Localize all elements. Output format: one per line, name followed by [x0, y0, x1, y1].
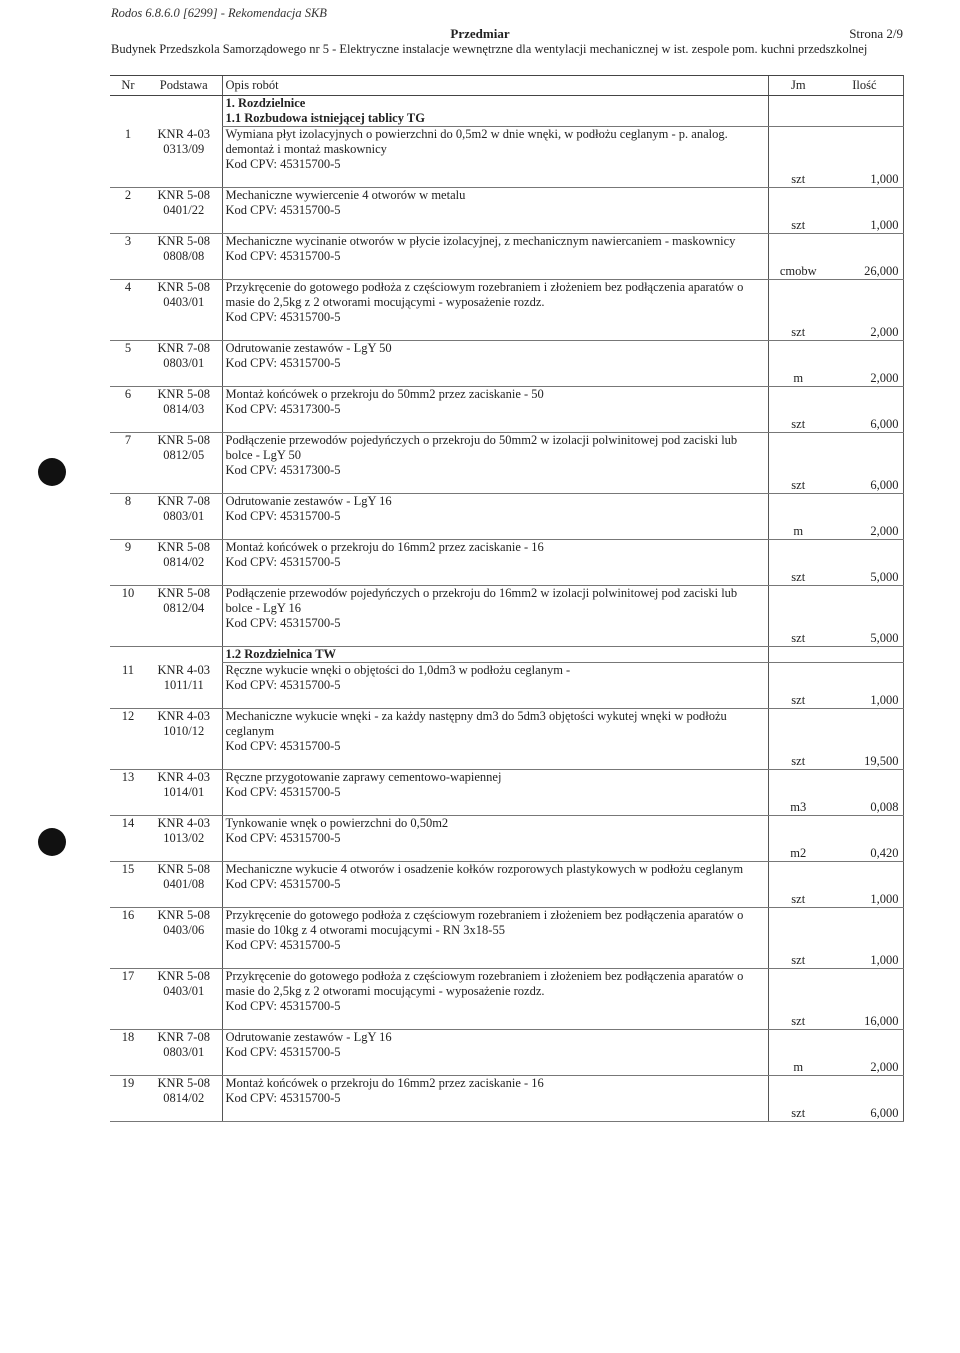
item-quantity: 2,000 — [828, 1030, 903, 1076]
item-basis — [146, 586, 222, 647]
table-row — [110, 127, 903, 188]
basis-catalog: KNR 4-03 — [157, 770, 210, 784]
basis-catalog: KNR 5-08 — [157, 862, 210, 876]
description-line: Kod CPV: 45315700-5 — [225, 877, 341, 891]
basis-catalog: KNR 5-08 — [157, 1076, 210, 1090]
item-description — [222, 1076, 768, 1122]
basis-catalog: KNR 5-08 — [157, 234, 210, 248]
description-spacer — [226, 417, 765, 432]
item-basis — [146, 1076, 222, 1122]
description-spacer — [226, 631, 765, 646]
description-line: Kod CPV: 45317300-5 — [225, 402, 341, 416]
column-base: Podstawa — [146, 76, 222, 96]
page-number: Strona 2/9 — [849, 26, 903, 41]
description-line: Tynkowanie wnęk o powierzchni do 0,50m2 — [225, 816, 449, 830]
description-line: Mechaniczne wycinanie otworów w płycie izolacyjnej, z mechanicznym nawiercaniem - maskownicy — [225, 234, 736, 248]
table-row — [110, 709, 903, 770]
description-line: Kod CPV: 45315700-5 — [225, 831, 341, 845]
item-basis — [146, 433, 222, 494]
item-unit: m3 — [768, 770, 828, 816]
item-number: 10 — [110, 586, 146, 647]
item-description — [222, 770, 768, 816]
table-row — [110, 770, 903, 816]
basis-table: 0803/01 — [163, 1045, 205, 1059]
description-line: Kod CPV: 45315700-5 — [225, 938, 341, 952]
description-line: Przykręcenie do gotowego podłoża z częściowym rozebraniem i złożeniem bez podłączenia aparatów o — [225, 969, 744, 983]
item-description — [222, 387, 768, 433]
item-unit: szt — [768, 540, 828, 586]
description-spacer — [226, 1060, 765, 1075]
basis-catalog: KNR 7-08 — [157, 341, 210, 355]
description-line: demontaż i montaż maskownicy — [225, 142, 387, 156]
item-description — [222, 540, 768, 586]
item-unit: szt — [768, 862, 828, 908]
item-description — [222, 433, 768, 494]
item-basis — [146, 709, 222, 770]
item-quantity: 2,000 — [828, 494, 903, 540]
description-spacer — [226, 1014, 765, 1029]
item-unit: szt — [768, 969, 828, 1030]
item-number: 17 — [110, 969, 146, 1030]
description-line: Kod CPV: 45317300-5 — [225, 463, 341, 477]
description-spacer — [226, 524, 765, 539]
item-description — [222, 234, 768, 280]
table-row — [110, 586, 903, 647]
item-number: 1 — [110, 127, 146, 188]
description-line: Odrutowanie zestawów - LgY 16 — [225, 1030, 392, 1044]
basis-catalog: KNR 5-08 — [157, 969, 210, 983]
table-row — [110, 280, 903, 341]
description-line: Kod CPV: 45315700-5 — [225, 157, 341, 171]
basis-table: 1013/02 — [163, 831, 205, 845]
item-unit: szt — [768, 709, 828, 770]
basis-catalog: KNR 5-08 — [157, 280, 210, 294]
description-spacer — [226, 953, 765, 968]
table-row — [110, 341, 903, 387]
section-row — [110, 111, 903, 127]
item-quantity: 6,000 — [828, 387, 903, 433]
item-quantity: 5,000 — [828, 540, 903, 586]
item-description — [222, 280, 768, 341]
description-spacer — [226, 325, 765, 340]
item-basis — [146, 663, 222, 709]
description-spacer — [226, 892, 765, 907]
item-number: 6 — [110, 387, 146, 433]
basis-table: 0808/08 — [163, 249, 205, 263]
description-line: Kod CPV: 45315700-5 — [225, 739, 341, 753]
column-description: Opis robót — [222, 76, 768, 96]
description-line: Kod CPV: 45315700-5 — [225, 678, 341, 692]
table-row — [110, 862, 903, 908]
basis-table: 0803/01 — [163, 509, 205, 523]
description-line: Montaż końcówek o przekroju do 16mm2 przez zaciskanie - 16 — [225, 540, 544, 554]
item-number: 8 — [110, 494, 146, 540]
description-line: Kod CPV: 45315700-5 — [225, 555, 341, 569]
description-line: Kod CPV: 45315700-5 — [225, 616, 341, 630]
description-spacer — [226, 570, 765, 585]
item-number: 14 — [110, 816, 146, 862]
basis-table: 0401/08 — [163, 877, 205, 891]
table-row — [110, 387, 903, 433]
item-quantity: 2,000 — [828, 280, 903, 341]
item-number: 19 — [110, 1076, 146, 1122]
item-number: 4 — [110, 280, 146, 341]
basis-table: 0814/03 — [163, 402, 205, 416]
description-line: Kod CPV: 45315700-5 — [225, 509, 341, 523]
item-unit: szt — [768, 586, 828, 647]
item-quantity: 1,000 — [828, 862, 903, 908]
description-spacer — [226, 478, 765, 493]
item-number: 15 — [110, 862, 146, 908]
item-quantity: 6,000 — [828, 1076, 903, 1122]
item-basis — [146, 494, 222, 540]
item-basis — [146, 234, 222, 280]
description-line: Montaż końcówek o przekroju do 16mm2 przez zaciskanie - 16 — [225, 1076, 544, 1090]
building-description: Budynek Przedszkola Samorządowego nr 5 - Elektryczne instalacje wewnętrzne dla wentylacji mechanicznej w ist. zespole pom. kuchni przedszkolnej — [111, 42, 868, 56]
table-row — [110, 969, 903, 1030]
table-row — [110, 1076, 903, 1122]
item-number: 2 — [110, 188, 146, 234]
basis-table: 1010/12 — [163, 724, 205, 738]
section-title: 1.2 Rozdzielnica TW — [222, 647, 768, 663]
basis-catalog: KNR 5-08 — [157, 387, 210, 401]
section-row — [110, 647, 903, 663]
description-line: Mechaniczne wykucie wnęki - za każdy następny dm3 do 5dm3 objętości wykutej wnęki w podłożu — [225, 709, 727, 723]
item-quantity: 1,000 — [828, 663, 903, 709]
section-title: 1.1 Rozbudowa istniejącej tablicy TG — [222, 111, 768, 127]
description-line: bolce - LgY 16 — [225, 601, 302, 615]
item-unit: szt — [768, 188, 828, 234]
item-basis — [146, 280, 222, 341]
item-number: 13 — [110, 770, 146, 816]
item-unit: m — [768, 494, 828, 540]
table-row — [110, 816, 903, 862]
item-description — [222, 663, 768, 709]
basis-table: 0401/22 — [163, 203, 205, 217]
item-description — [222, 188, 768, 234]
description-line: Kod CPV: 45315700-5 — [225, 1091, 341, 1105]
basis-table: 0814/02 — [163, 1091, 205, 1105]
description-line: Kod CPV: 45315700-5 — [225, 785, 341, 799]
item-description — [222, 862, 768, 908]
item-unit: m — [768, 341, 828, 387]
description-spacer — [226, 371, 765, 386]
description-line: ceglanym — [225, 724, 275, 738]
item-number: 12 — [110, 709, 146, 770]
item-quantity: 1,000 — [828, 188, 903, 234]
basis-table: 0313/09 — [163, 141, 205, 156]
item-description — [222, 341, 768, 387]
item-number: 16 — [110, 908, 146, 969]
basis-catalog: KNR 4-03 — [157, 709, 210, 723]
description-spacer — [226, 693, 765, 708]
item-quantity: 26,000 — [828, 234, 903, 280]
table-header-row — [110, 76, 903, 96]
description-line: Kod CPV: 45315700-5 — [225, 249, 341, 263]
description-line: Mechaniczne wywiercenie 4 otworów w metalu — [225, 188, 466, 202]
item-quantity: 5,000 — [828, 586, 903, 647]
description-spacer — [226, 264, 765, 279]
basis-table: 0403/01 — [163, 984, 205, 998]
item-unit: cmobw — [768, 234, 828, 280]
basis-catalog: KNR 5-08 — [157, 188, 210, 202]
item-number: 11 — [110, 663, 146, 709]
section-title: 1. Rozdzielnice — [222, 96, 768, 112]
item-basis — [146, 341, 222, 387]
basis-catalog: KNR 4-03 — [157, 662, 210, 677]
basis-catalog: KNR 5-08 — [157, 908, 210, 922]
item-description — [222, 969, 768, 1030]
item-unit: szt — [768, 127, 828, 188]
description-line: Kod CPV: 45315700-5 — [225, 1045, 341, 1059]
description-line: bolce - LgY 50 — [225, 448, 302, 462]
item-quantity: 0,420 — [828, 816, 903, 862]
item-description — [222, 816, 768, 862]
item-description — [222, 709, 768, 770]
item-unit: szt — [768, 387, 828, 433]
item-number: 3 — [110, 234, 146, 280]
item-number: 9 — [110, 540, 146, 586]
basis-table: 0403/01 — [163, 295, 205, 309]
item-basis — [146, 862, 222, 908]
description-line: Odrutowanie zestawów - LgY 16 — [225, 494, 392, 508]
basis-table: 1011/11 — [163, 677, 204, 692]
item-basis — [146, 816, 222, 862]
item-basis — [146, 1030, 222, 1076]
item-quantity: 1,000 — [828, 127, 903, 188]
item-unit: szt — [768, 1076, 828, 1122]
description-line: Odrutowanie zestawów - LgY 50 — [225, 341, 392, 355]
item-basis — [146, 540, 222, 586]
item-unit: szt — [768, 908, 828, 969]
description-line: Podłączenie przewodów pojedyńczych o przekroju do 16mm2 w izolacji polwinitowej pod zaciski lub — [225, 586, 738, 600]
item-basis — [146, 908, 222, 969]
description-spacer — [226, 172, 765, 187]
table-row — [110, 540, 903, 586]
description-line: Przykręcenie do gotowego podłoża z częściowym rozebraniem i złożeniem bez podłączenia aparatów o — [225, 280, 744, 294]
item-description — [222, 494, 768, 540]
item-quantity: 19,500 — [828, 709, 903, 770]
item-description — [222, 586, 768, 647]
description-line: masie do 2,5kg z 2 otworami mocującymi - wyposażenie rozdz. — [225, 295, 545, 309]
basis-table: 0403/06 — [163, 923, 205, 937]
basis-table: 0803/01 — [163, 356, 205, 370]
basis-table: 1014/01 — [163, 785, 205, 799]
basis-catalog: KNR 4-03 — [157, 816, 210, 830]
item-quantity: 0,008 — [828, 770, 903, 816]
description-spacer — [226, 800, 765, 815]
description-line: masie do 10kg z 4 otworami mocującymi - RN 3x18-55 — [225, 923, 505, 937]
table-row — [110, 908, 903, 969]
item-description — [222, 908, 768, 969]
basis-catalog: KNR 7-08 — [157, 1030, 210, 1044]
item-basis — [146, 770, 222, 816]
description-line: Kod CPV: 45315700-5 — [225, 356, 341, 370]
table-row — [110, 234, 903, 280]
punch-hole — [38, 828, 66, 856]
description-spacer — [226, 1106, 765, 1121]
description-line: masie do 2,5kg z 2 otworami mocującymi - wyposażenie rozdz. — [225, 984, 545, 998]
item-quantity: 6,000 — [828, 433, 903, 494]
item-number: 7 — [110, 433, 146, 494]
section-row — [110, 96, 903, 112]
description-spacer — [226, 218, 765, 233]
description-line: Kod CPV: 45315700-5 — [225, 203, 341, 217]
column-unit: Jm — [768, 76, 828, 96]
item-unit: m2 — [768, 816, 828, 862]
item-number: 5 — [110, 341, 146, 387]
basis-catalog: KNR 5-08 — [157, 586, 210, 600]
basis-table: 0812/04 — [163, 601, 205, 615]
item-unit: szt — [768, 280, 828, 341]
table-row — [110, 1030, 903, 1076]
software-version: Rodos 6.8.6.0 [6299] - Rekomendacja SKB — [111, 6, 327, 20]
cost-table — [110, 75, 904, 1122]
punch-hole — [38, 458, 66, 486]
description-line: Kod CPV: 45315700-5 — [225, 310, 341, 324]
basis-catalog: KNR 4-03 — [157, 126, 210, 141]
table-body — [110, 96, 903, 1122]
column-nr: Nr — [110, 76, 146, 96]
table-row — [110, 663, 903, 709]
description-line: Mechaniczne wykucie 4 otworów i osadzenie kołków rozporowych plastykowych w podłożu ceglanym — [225, 862, 744, 876]
basis-catalog: KNR 5-08 — [157, 433, 210, 447]
table-row — [110, 188, 903, 234]
item-unit: szt — [768, 433, 828, 494]
item-quantity: 16,000 — [828, 969, 903, 1030]
basis-catalog: KNR 5-08 — [157, 540, 210, 554]
item-number: 18 — [110, 1030, 146, 1076]
description-line: Przykręcenie do gotowego podłoża z częściowym rozebraniem i złożeniem bez podłączenia aparatów o — [225, 908, 744, 922]
item-quantity: 2,000 — [828, 341, 903, 387]
description-line: Ręczne przygotowanie zaprawy cementowo-wapiennej — [225, 770, 502, 784]
document-title: Przedmiar — [450, 26, 510, 41]
column-quantity: Ilość — [828, 76, 903, 96]
item-unit: m — [768, 1030, 828, 1076]
item-description — [222, 127, 768, 188]
description-spacer — [226, 846, 765, 861]
table-row — [110, 433, 903, 494]
description-line: Podłączenie przewodów pojedyńczych o przekroju do 50mm2 w izolacji polwinitowej pod zaciski lub — [225, 433, 738, 447]
basis-table: 0812/05 — [163, 448, 205, 462]
item-quantity: 1,000 — [828, 908, 903, 969]
description-spacer — [226, 754, 765, 769]
description-line: Montaż końcówek o przekroju do 50mm2 przez zaciskanie - 50 — [225, 387, 544, 401]
description-line: Ręczne wykucie wnęki o objętości do 1,0dm3 w podłożu ceglanym - — [225, 663, 571, 677]
basis-table: 0814/02 — [163, 555, 205, 569]
item-basis — [146, 188, 222, 234]
item-basis — [146, 387, 222, 433]
description-line: Wymiana płyt izolacyjnych o powierzchni do 0,5m2 w dnie wnęki, w podłożu ceglanym - p. analog. — [225, 127, 728, 141]
basis-catalog: KNR 7-08 — [157, 494, 210, 508]
item-basis — [146, 127, 222, 188]
item-unit: szt — [768, 663, 828, 709]
description-line: Kod CPV: 45315700-5 — [225, 999, 341, 1013]
item-description — [222, 1030, 768, 1076]
table-row — [110, 494, 903, 540]
item-basis — [146, 969, 222, 1030]
